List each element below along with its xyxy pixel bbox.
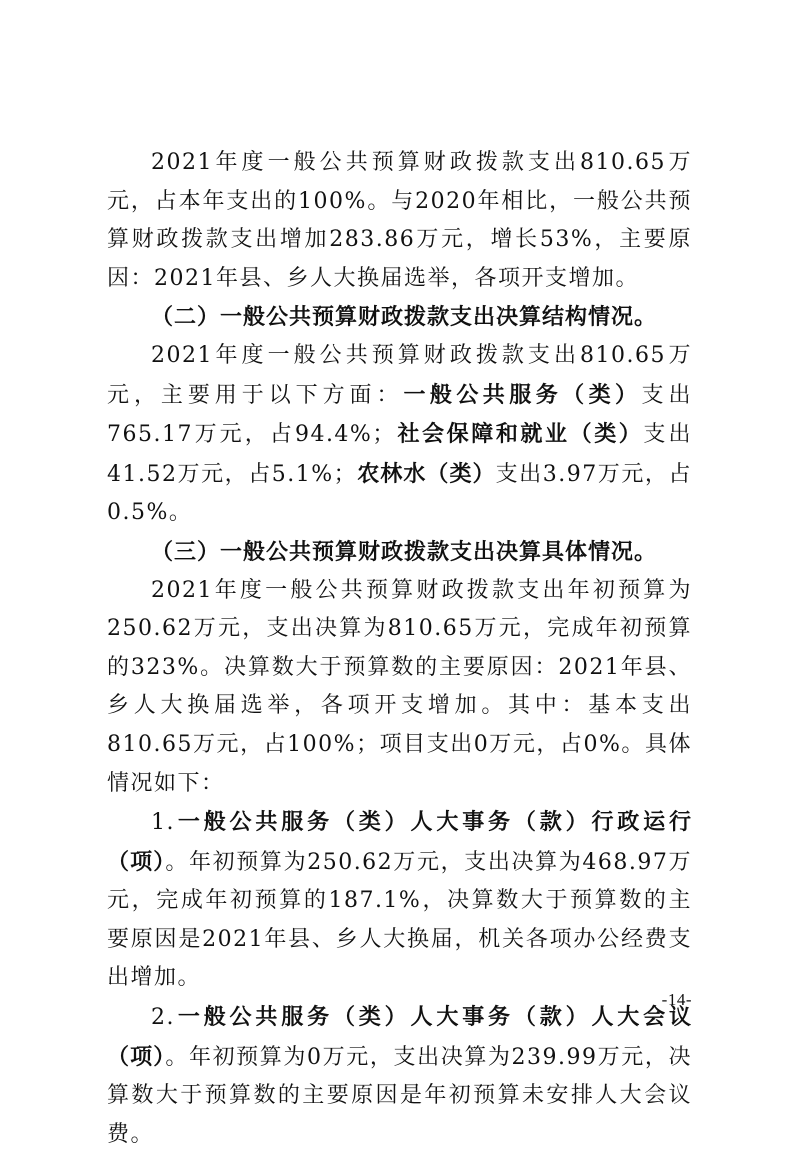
section-heading	[107, 533, 692, 572]
body-paragraph	[107, 337, 692, 533]
body-paragraph	[107, 144, 692, 298]
paragraph-text: 2021年度一般公共预算财政拨款支出810.65万元，主要用于以下方面：	[107, 342, 692, 408]
bold-text: （二）一般公共预算财政拨款支出决算结构情况。	[151, 304, 658, 331]
bold-text: 一般公共服务（类）人大事务（款）行政运行（项）	[107, 809, 692, 875]
document-body	[107, 144, 692, 1154]
bold-text: 一般公共服务（类）	[403, 381, 642, 408]
bold-text: 社会保障和就业（类）	[395, 421, 644, 448]
paragraph-text: 2021年度一般公共预算财政拨款支出年初预算为250.62万元，支出决算为810.65万元，完成年初预算的323%。决算数大于预算数的主要原因：2021年县、乡人大换届选举，各项开支增加。其中：基本支出810.65万元，占100%；项目支出0万元，占0%。具体情况如下：	[107, 577, 692, 796]
paragraph-text: 。年初预算为0万元，支出决算为239.99万元，决算数大于预算数的主要原因是年初预算未安排人大会议费。	[107, 1044, 692, 1147]
paragraph-text: 支出765.17万元，占94.4%；	[107, 382, 692, 448]
paragraph-text: 支出41.52万元，占5.1%；	[107, 422, 692, 487]
section-heading	[107, 298, 692, 337]
bold-text: 农林水（类）	[357, 460, 496, 487]
bold-text: 一般公共服务（类）人大事务（款）人大会议（项）	[107, 1004, 692, 1070]
paragraph-text: 。年初预算为250.62万元，支出决算为468.97万元，完成年初预算的187.1%，决算数大于预算数的主要原因是2021年县、乡人大换届，机关各项办公经费支出增加。	[107, 849, 692, 991]
bold-text: （三）一般公共预算财政拨款支出决算具体情况。	[151, 538, 658, 565]
page-number: -14-	[661, 990, 692, 1009]
paragraph-text: 2.	[151, 1005, 175, 1031]
body-paragraph	[107, 998, 692, 1154]
body-paragraph	[107, 803, 692, 998]
paragraph-text: 支出3.97万元，占0.5%。	[107, 461, 692, 526]
paragraph-text: 1.	[151, 810, 175, 836]
body-paragraph	[107, 572, 692, 804]
paragraph-text: 2021年度一般公共预算财政拨款支出810.65万元，占本年支出的100%。与2020年相比，一般公共预算财政拨款支出增加283.86万元，增长53%，主要原因：2021年县、乡人大换届选举，各项开支增加。	[107, 150, 692, 291]
